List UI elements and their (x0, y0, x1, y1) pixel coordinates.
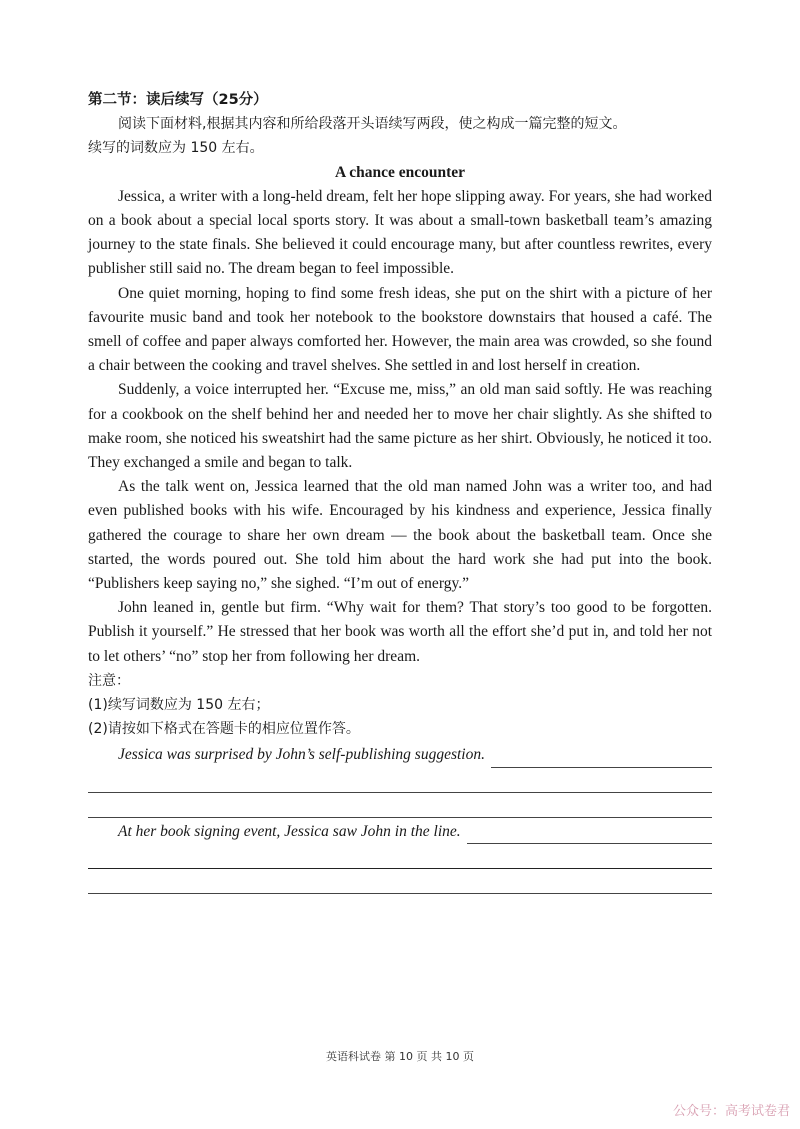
passage-paragraph: Suddenly, a voice interrupted her. “Excuse me, miss,” an old man said softly. He was reaching for a cookbook on the shelf behind her and needed her to move her chair slightly. As she shifted to make room, she noticed his sweatshirt had the same picture as her shirt. Obviously, he noticed it too. They exchanged a smile and began to talk. (88, 381, 712, 472)
passage-paragraph: One quiet morning, hoping to find some fresh ideas, she put on the shirt with a picture of her favourite music band and took her notebook to the bookstore downstairs that housed a café. The smell of coffee and paper always comforted her. However, the main area was crowded, so she found a chair between the cooking and travel shelves. She settled in and lost herself in creation. (88, 284, 712, 375)
answer-line[interactable] (88, 793, 712, 818)
answer-fill-line[interactable] (467, 827, 712, 844)
notes-item: (1)续写词数应为 150 左右； (88, 697, 270, 714)
prompt-line-first (88, 743, 712, 767)
watermark: 公众号：高考试卷君 (672, 1104, 790, 1119)
notes-label: 注意： (88, 672, 130, 689)
prompt-line-second (88, 820, 712, 844)
section-heading: 第二节：读后续写（25分） (88, 92, 268, 108)
exam-page (88, 88, 712, 894)
instruction-line-1: 阅读下面材料,根据其内容和所给段落开头语续写两段，使之构成一篇完整的短文。 (118, 116, 627, 133)
notes-item: (2)请按如下格式在答题卡的相应位置作答。 (88, 721, 360, 738)
instruction-line-2: 续写的词数应为 150 左右。 (88, 140, 264, 157)
answer-line[interactable] (88, 844, 712, 869)
prompt-first-text: Jessica was surprised by John’s self-publishing suggestion. (118, 746, 485, 764)
answer-fill-line[interactable] (491, 751, 712, 768)
page-footer: 英语科试卷 第 10 页 共 10 页 (326, 1050, 474, 1063)
passage-paragraph: Jessica, a writer with a long-held dream, felt her hope slipping away. For years, she had worked on a book about a special local sports story. It was about a small-town basketball team’s amazing journey to the state finals. She believed it could encourage many, but after countless rewrites, every publisher still said no. The dream began to feel impossible. (88, 187, 712, 278)
passage-paragraph: John leaned in, gentle but firm. “Why wait for them? That story’s too good to be forgotten. Publish it yourself.” He stressed that her book was worth all the effort she’d put in, and told her not to let others’ “no” stop her from following her dream. (88, 599, 712, 665)
passage-paragraph: As the talk went on, Jessica learned that the old man named John was a writer too, and had even published books with his wife. Encouraged by his kindness and experience, Jessica finally gathered the courage to share her own dream — the book about the basketball team. Once she started, the words poured out. She told him about the hard work she had put into the book. “Publishers keep saying no,” she sighed. “I’m out of energy.” (88, 478, 712, 593)
answer-line[interactable] (88, 869, 712, 894)
prompt-second-text: At her book signing event, Jessica saw John in the line. (118, 822, 461, 840)
notes-block (88, 669, 712, 742)
passage-title: A chance encounter (334, 163, 465, 181)
answer-line[interactable] (88, 768, 712, 793)
